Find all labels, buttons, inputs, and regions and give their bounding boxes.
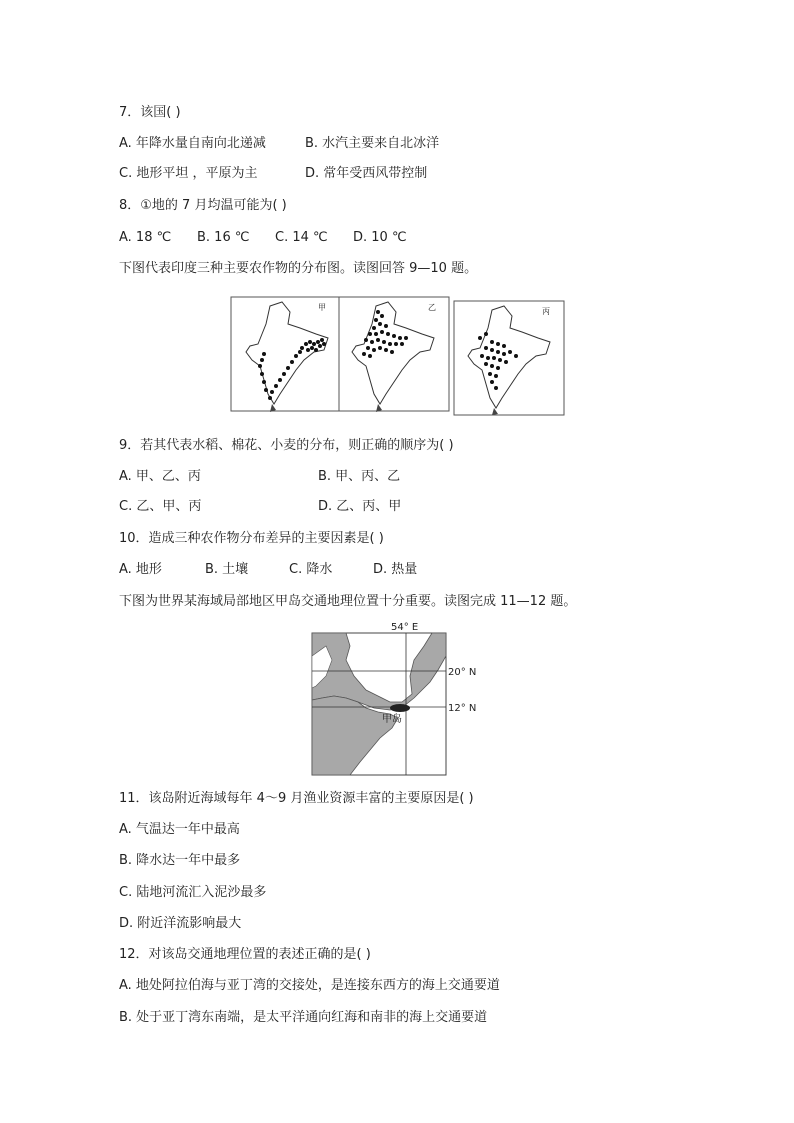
question-12-stem: 12．对该岛交通地理位置的表述正确的是( ): [119, 947, 371, 962]
q7-option-c: C. 地形平坦 ，平原为主: [119, 166, 258, 181]
island-jia-label: 甲岛: [382, 714, 402, 725]
q11-option-a: A. 气温达一年中最高: [119, 822, 240, 837]
island-location-map: [306, 616, 496, 778]
india-map-jia: [231, 297, 339, 412]
india-map-jia-label: 甲: [318, 303, 326, 312]
q8-option-b: B. 16 ℃: [197, 230, 250, 245]
india-crop-maps-figure: [230, 294, 566, 418]
q9-option-b: B. 甲、丙、乙: [318, 469, 401, 484]
q10-option-c: C. 降水: [289, 562, 333, 577]
q10-option-a: A. 地形: [119, 562, 162, 577]
question-8-stem: 8．①地的 7 月均温可能为( ): [119, 198, 287, 213]
intro-india-crops: 下图代表印度三种主要农作物的分布图。读图回答 9—10 题。: [119, 261, 478, 276]
question-7-stem: 7．该国( ): [119, 105, 181, 120]
q9-option-d: D. 乙、丙、甲: [318, 499, 402, 514]
q7-option-d: D. 常年受西风带控制: [305, 166, 428, 181]
india-map-bing: [454, 301, 564, 415]
q8-option-a: A. 18 ℃: [119, 230, 172, 245]
q9-option-c: C. 乙、甲、丙: [119, 499, 202, 514]
q8-option-d: D. 10 ℃: [353, 230, 407, 245]
q10-option-d: D. 热量: [373, 562, 418, 577]
india-map-bing-label: 丙: [542, 307, 550, 316]
intro-island-map: 下图为世界某海域局部地区甲岛交通地理位置十分重要。读图完成 11—12 题。: [119, 594, 577, 609]
q8-option-c: C. 14 ℃: [275, 230, 328, 245]
question-10-stem: 10．造成三种农作物分布差异的主要因素是( ): [119, 531, 384, 546]
island-jia-shape: [390, 704, 410, 712]
q11-option-c: C. 陆地河流汇入泥沙最多: [119, 885, 267, 900]
latitude-12n-label: 12° N: [448, 703, 477, 714]
q7-option-a: A. 年降水量自南向北递减: [119, 136, 266, 151]
india-map-yi-label: 乙: [428, 303, 436, 312]
question-9-stem: 9．若其代表水稻、棉花、小麦的分布，则正确的顺序为( ): [119, 438, 454, 453]
q11-option-d: D. 附近洋流影响最大: [119, 916, 242, 931]
question-11-stem: 11．该岛附近海域每年 4～9 月渔业资源丰富的主要原因是( ): [119, 791, 474, 806]
q12-option-a: A. 地处阿拉伯海与亚丁湾的交接处，是连接东西方的海上交通要道: [119, 978, 500, 993]
q7-option-b: B. 水汽主要来自北冰洋: [305, 136, 440, 151]
q9-option-a: A. 甲、乙、丙: [119, 469, 201, 484]
india-map-yi: [339, 297, 449, 412]
q10-option-b: B. 土壤: [205, 562, 249, 577]
longitude-label: 54° E: [391, 622, 419, 633]
latitude-20n-label: 20° N: [448, 667, 477, 678]
q12-option-b: B. 处于亚丁湾东南端，是太平洋通向红海和南非的海上交通要道: [119, 1010, 488, 1025]
q11-option-b: B. 降水达一年中最多: [119, 853, 241, 868]
